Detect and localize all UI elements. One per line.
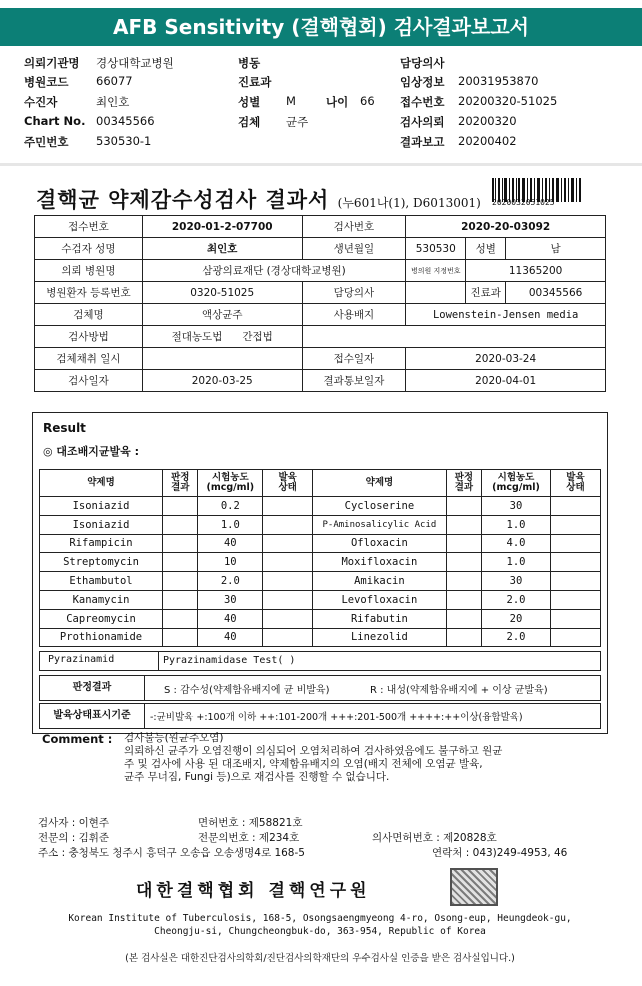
comment-line: 검사불능(원균주오염) bbox=[124, 732, 224, 744]
tester-license: 면허번호 : 제58821호 bbox=[198, 817, 303, 829]
table-row bbox=[40, 609, 601, 628]
result-box bbox=[32, 412, 608, 734]
drug-growth bbox=[550, 553, 600, 572]
drug-growth bbox=[550, 590, 600, 609]
table-row bbox=[40, 497, 601, 516]
english-address bbox=[6, 912, 634, 938]
growth-label: 발육상태표시기준 bbox=[40, 704, 145, 728]
specimen-value: 액상균주 bbox=[142, 304, 302, 326]
hosp-code-label: 병의원 지정번호 bbox=[406, 260, 466, 282]
hospital-label: 의뢰 병원명 bbox=[35, 260, 143, 282]
comment-line: 주 및 검사에 사용 된 대조배지, 약제함유배지의 오염(배지 전체에 오염균 발육, bbox=[124, 758, 483, 770]
info-value: M bbox=[286, 94, 296, 108]
drug-conc: 2.0 bbox=[482, 590, 551, 609]
drug-conc: 10 bbox=[198, 553, 263, 572]
info-value: 20200320-51025 bbox=[458, 94, 558, 108]
media-value: Lowenstein-Jensen media bbox=[406, 304, 606, 326]
tested-value: 2020-03-25 bbox=[142, 370, 302, 392]
hospital-name: 삼광의료재단 (경상대학교병원) bbox=[142, 260, 405, 282]
info-value: 66077 bbox=[96, 74, 133, 88]
drug-result bbox=[163, 590, 198, 609]
dept-value: 00345566 bbox=[506, 282, 606, 304]
info-label: 의뢰기관명 bbox=[24, 56, 80, 70]
specialist: 전문의 : 김휘준 bbox=[38, 832, 110, 844]
drug-growth bbox=[263, 553, 313, 572]
specimen-label: 검체명 bbox=[35, 304, 143, 326]
specialist-no: 전문의번호 : 제234호 bbox=[198, 832, 300, 844]
info-value: 균주 bbox=[286, 115, 309, 129]
tester: 검사자 : 이현주 bbox=[38, 817, 110, 829]
method-1: 절대농도법 bbox=[171, 331, 223, 343]
result-title: Result bbox=[43, 421, 86, 435]
info-value: 경상대학교병원 bbox=[96, 56, 174, 70]
drug-drug: Ofloxacin bbox=[313, 534, 446, 553]
official-seal-icon bbox=[450, 868, 498, 906]
drug-growth bbox=[263, 609, 313, 628]
drug-conc: 30 bbox=[482, 572, 551, 591]
comment-label: Comment : bbox=[42, 732, 113, 746]
info-label: 수진자 bbox=[24, 95, 58, 109]
sex-label: 성별 bbox=[466, 238, 506, 260]
drug-result bbox=[446, 515, 481, 534]
drug-result bbox=[163, 628, 198, 647]
drug-result bbox=[446, 572, 481, 591]
info-value: 최인호 bbox=[96, 95, 130, 109]
growth-text: -:균비발육 +:100개 이하 ++:101-200개 +++:201-500개 ++++:++이상(융합발육) bbox=[150, 712, 523, 723]
drug-result bbox=[446, 628, 481, 647]
reported-value: 2020-04-01 bbox=[406, 370, 606, 392]
info-label: 주민번호 bbox=[24, 135, 69, 149]
drug-result bbox=[163, 515, 198, 534]
drug-conc: 20 bbox=[482, 609, 551, 628]
judgement-s: S : 감수성(약제함유배지에 균 비발육) bbox=[164, 685, 330, 696]
drug-result bbox=[163, 553, 198, 572]
drug-growth bbox=[263, 515, 313, 534]
control-growth-label: ◎ 대조배지균발육 : bbox=[43, 445, 140, 458]
col-growth: 발육 상태 bbox=[263, 470, 313, 497]
collect-label: 검체채취 일시 bbox=[35, 348, 143, 370]
report-title bbox=[36, 184, 481, 214]
drug-conc: 30 bbox=[198, 590, 263, 609]
col-result: 판정 결과 bbox=[446, 470, 481, 497]
method-2: 간접법 bbox=[242, 331, 273, 343]
drug-growth bbox=[550, 609, 600, 628]
info-label: 담당의사 bbox=[400, 56, 445, 70]
report-title-text: 결핵균 약제감수성검사 결과서 bbox=[36, 187, 330, 212]
col-growth: 발육 상태 bbox=[550, 470, 600, 497]
drug-drug: Linezolid bbox=[313, 628, 446, 647]
drug-drug: Levofloxacin bbox=[313, 590, 446, 609]
receipt-no-label: 접수번호 bbox=[35, 216, 143, 238]
test-no: 2020-20-03092 bbox=[406, 216, 606, 238]
drug-conc: 1.0 bbox=[482, 553, 551, 572]
drug-growth bbox=[263, 572, 313, 591]
drug-drug: Isoniazid bbox=[40, 515, 163, 534]
info-label: 나이 bbox=[326, 95, 349, 109]
comment-text bbox=[124, 732, 594, 784]
info-value: 530530-1 bbox=[96, 134, 152, 148]
info-label: 병원코드 bbox=[24, 75, 69, 89]
report-banner: AFB Sensitivity (결핵협회) 검사결과보고서 bbox=[0, 8, 642, 46]
drug-conc: 2.0 bbox=[482, 628, 551, 647]
judgement-legend bbox=[39, 675, 601, 701]
info-label: 임상정보 bbox=[400, 75, 445, 89]
doctor-license: 의사면허번호 : 제20828호 bbox=[372, 832, 497, 844]
col-conc: 시험농도 (mcg/ml) bbox=[198, 470, 263, 497]
barcode-number: 2020032051025 bbox=[492, 198, 555, 207]
drug-conc: 40 bbox=[198, 534, 263, 553]
reported-label: 결과통보일자 bbox=[302, 370, 406, 392]
info-label: 검체 bbox=[238, 115, 261, 129]
drug-growth bbox=[550, 628, 600, 647]
drug-drug: P-Aminosalicylic Acid bbox=[313, 515, 446, 534]
table-row bbox=[40, 628, 601, 647]
drug-table bbox=[39, 469, 601, 647]
drug-result bbox=[163, 534, 198, 553]
comment-line: 의뢰하신 균주가 오염진행이 의심되어 오염처리하여 검사하였음에도 불구하고 원균 bbox=[124, 745, 503, 757]
col-result: 판정 결과 bbox=[163, 470, 198, 497]
judgement-label: 판정결과 bbox=[40, 676, 145, 700]
growth-legend bbox=[39, 703, 601, 729]
info-label: Chart No. bbox=[24, 114, 86, 128]
drug-growth bbox=[550, 515, 600, 534]
drug-result bbox=[446, 609, 481, 628]
info-label: 성별 bbox=[238, 95, 261, 109]
drug-conc: 40 bbox=[198, 628, 263, 647]
info-value: 20200402 bbox=[458, 134, 517, 148]
info-value: 00345566 bbox=[96, 114, 155, 128]
test-no-label: 검사번호 bbox=[302, 216, 406, 238]
hosp-code: 11365200 bbox=[466, 260, 606, 282]
method-label: 검사방법 bbox=[35, 326, 143, 348]
lab-address: 주소 : 충청북도 청주시 흥덕구 오송읍 오송생명4로 168-5 bbox=[38, 847, 305, 859]
info-label: 진료과 bbox=[238, 75, 272, 89]
drug-conc: 2.0 bbox=[198, 572, 263, 591]
method-value bbox=[142, 326, 302, 348]
drug-result bbox=[163, 497, 198, 516]
drug-drug: Rifabutin bbox=[313, 609, 446, 628]
drug-conc: 0.2 bbox=[198, 497, 263, 516]
birth-value: 530530 bbox=[406, 238, 466, 260]
drug-drug: Ethambutol bbox=[40, 572, 163, 591]
address-line: Korean Institute of Tuberculosis, 168-5, Osongsaengmyeong 4-ro, Osong-eup, Heungdeok-gu, bbox=[68, 913, 572, 924]
drug-growth bbox=[550, 572, 600, 591]
pyrazinamid-label: Pyrazinamid bbox=[48, 654, 115, 665]
address-line: Cheongju-si, Chungcheongbuk-do, 363-954, Republic of Korea bbox=[154, 926, 486, 937]
tested-label: 검사일자 bbox=[35, 370, 143, 392]
reg-value: 0320-51025 bbox=[142, 282, 302, 304]
judgement-r: R : 내성(약제함유배지에 + 이상 균발육) bbox=[370, 685, 548, 696]
received-label: 접수일자 bbox=[302, 348, 406, 370]
form-code: (누601나(1), D6013001) bbox=[337, 196, 481, 210]
media-label: 사용배지 bbox=[302, 304, 406, 326]
drug-drug: Amikacin bbox=[313, 572, 446, 591]
drug-growth bbox=[263, 534, 313, 553]
table-row bbox=[40, 515, 601, 534]
empty-cell bbox=[302, 326, 605, 348]
comment-line: 균주 무너짐, Fungi 등)으로 재검사를 진행할 수 없습니다. bbox=[124, 771, 390, 783]
drug-growth bbox=[550, 497, 600, 516]
collect-value bbox=[142, 348, 302, 370]
drug-growth bbox=[263, 590, 313, 609]
info-label: 결과보고 bbox=[400, 135, 445, 149]
lab-contact: 연락처 : 043)249-4953, 46 bbox=[432, 847, 568, 859]
drug-result bbox=[446, 497, 481, 516]
table-row bbox=[40, 590, 601, 609]
drug-conc: 1.0 bbox=[482, 515, 551, 534]
drug-growth bbox=[263, 628, 313, 647]
received-value: 2020-03-24 bbox=[406, 348, 606, 370]
drug-drug: Cycloserine bbox=[313, 497, 446, 516]
table-row bbox=[40, 572, 601, 591]
reg-label: 병원환자 등록번호 bbox=[35, 282, 143, 304]
drug-drug: Prothionamide bbox=[40, 628, 163, 647]
scanned-report bbox=[6, 168, 634, 978]
patient-name: 최인호 bbox=[142, 238, 302, 260]
info-label: 검사의뢰 bbox=[400, 115, 445, 129]
table-row bbox=[40, 553, 601, 572]
info-value: 66 bbox=[360, 94, 375, 108]
receipt-no: 2020-01-2-07700 bbox=[142, 216, 302, 238]
drug-drug: Rifampicin bbox=[40, 534, 163, 553]
drug-drug: Streptomycin bbox=[40, 553, 163, 572]
doctor-label: 담당의사 bbox=[302, 282, 406, 304]
col-drug: 약제명 bbox=[313, 470, 446, 497]
drug-drug: Isoniazid bbox=[40, 497, 163, 516]
info-label: 접수번호 bbox=[400, 95, 445, 109]
info-value: 20200320 bbox=[458, 114, 517, 128]
certification-note: (본 검사실은 대한진단검사의학회/진단검사의학재단의 우수검사실 인증을 받은 검사실입니다.) bbox=[125, 953, 515, 964]
request-info bbox=[0, 50, 642, 162]
info-label: 병동 bbox=[238, 56, 261, 70]
divider bbox=[0, 163, 642, 166]
sex-value: 남 bbox=[506, 238, 606, 260]
organization-name: 대한결핵협회 결핵연구원 bbox=[136, 881, 371, 901]
drug-result bbox=[446, 553, 481, 572]
drug-result bbox=[163, 572, 198, 591]
report-header-table bbox=[34, 215, 606, 392]
drug-result bbox=[446, 534, 481, 553]
drug-result bbox=[163, 609, 198, 628]
table-row bbox=[40, 534, 601, 553]
drug-conc: 4.0 bbox=[482, 534, 551, 553]
drug-growth bbox=[263, 497, 313, 516]
doctor-value bbox=[406, 282, 466, 304]
drug-drug: Moxifloxacin bbox=[313, 553, 446, 572]
birth-label: 생년월일 bbox=[302, 238, 406, 260]
drug-conc: 1.0 bbox=[198, 515, 263, 534]
patient-label: 수검자 성명 bbox=[35, 238, 143, 260]
info-value: 20031953870 bbox=[458, 74, 539, 88]
dept-label: 진료과 bbox=[466, 282, 506, 304]
drug-growth bbox=[550, 534, 600, 553]
col-conc: 시험농도 (mcg/ml) bbox=[482, 470, 551, 497]
drug-conc: 30 bbox=[482, 497, 551, 516]
drug-conc: 40 bbox=[198, 609, 263, 628]
col-drug: 약제명 bbox=[40, 470, 163, 497]
drug-result bbox=[446, 590, 481, 609]
pyrazinamid-value: Pyrazinamidase Test( ) bbox=[158, 652, 295, 670]
drug-drug: Capreomycin bbox=[40, 609, 163, 628]
drug-drug: Kanamycin bbox=[40, 590, 163, 609]
pyrazinamid-row bbox=[39, 651, 601, 671]
